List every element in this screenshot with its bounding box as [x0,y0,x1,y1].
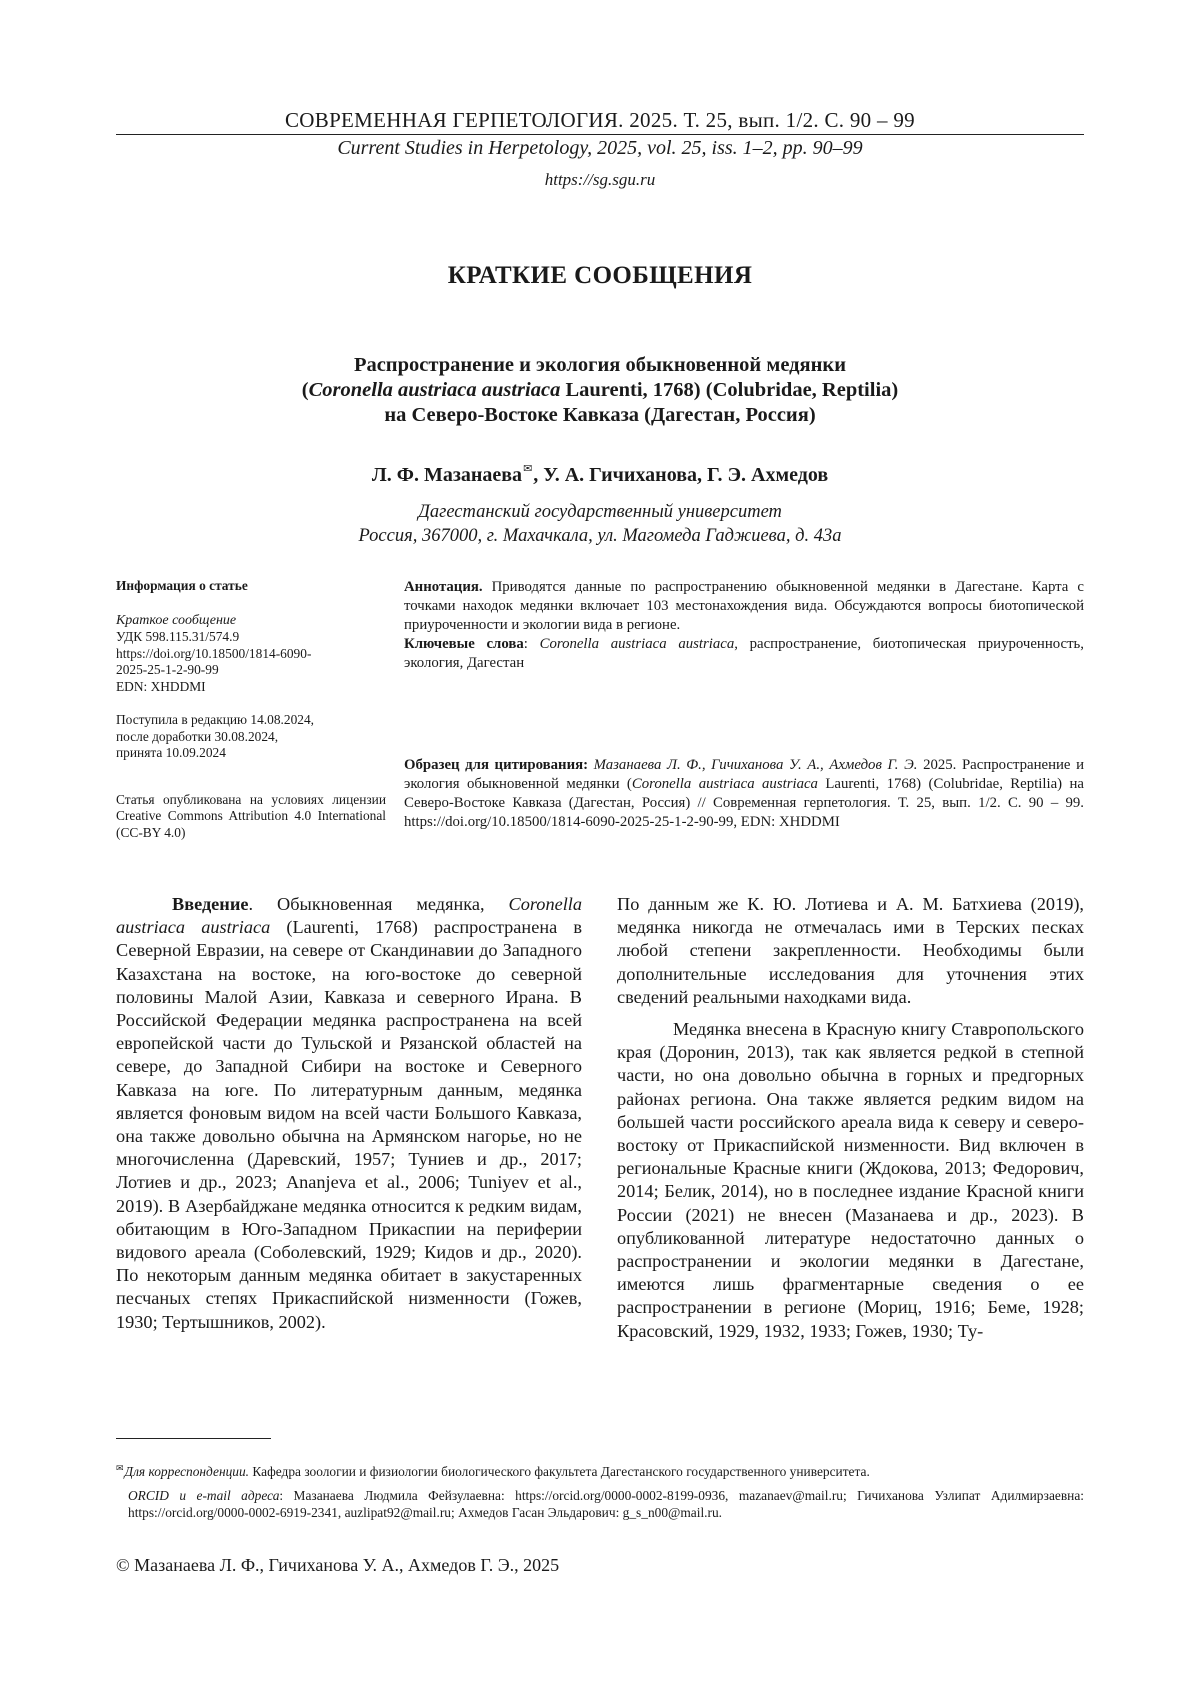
footnote-rule [116,1438,271,1439]
article-info-heading: Информация о статье [116,578,248,593]
footnote-orcid [128,1487,1084,1521]
footnote-correspondence [116,1460,1084,1480]
abstract [404,578,1084,635]
citation-part1: 2025. Распространение и экология обыкновенной медянки ( [404,757,1084,792]
journal-header-en [0,137,1200,160]
intro-text-b: (Laurenti, 1768) распространена в Северной Евразии, на севере от Скандинавии до Западного Казахстана на востоке, на юго-востоке до северной половины Малой Азии, Кавказа и северного Ирана. В Российской Федерации медянка распространена на всей европейской части до Тульской и Рязанской областей на севере, до Западной Сибири на востоке и Северного Кавказа на юге. По литературным данным, медянка является фоновым видом на всей части Большого Кавказа, она также довольно обычна на Армянском нагорье, но не многочисленна (Даревский, 1957; Туниев и др., 2017; Лотиев и др., 2023; Ananjeva et al., 2006; Tuniyev et al., 2019). В Азербайджане медянка относится к редким видам, обитающим в Юго-Западном Прикаспии на периферии видового ареала (Соболевский, 1929; Кидов и др., 2020). По некоторым данным медянка обитает в закустаренных песчаных степях Прикаспийской низменности (Гожев, 1930; Тертышников, 2002). [116,917,582,1332]
affiliation [0,500,1200,548]
keywords-label: Ключевые слова [404,636,524,652]
abstract-text: Приводятся данные по распространению обыкновенной медянки в Дагестане. Карта с точками находок медянки включает 103 местонахождения вида. Обсуждаются вопросы биотопической приуроченности и экологии вида в регионе. [404,579,1084,633]
article-doi-line2[interactable]: 2025-25-1-2-90-99 [116,662,219,677]
footnote-orcid-text: : Мазанаева Людмила Фейзулаевна: https://orcid.org/0000-0002-8199-0936, mazanaev@mail.ru; Гичиханова Узлипат Адилмирзаевна: https://orcid.org/0000-0002-6919-2341, auzlipat92@mail.ru; Ахмедов Гасан Эльдарович: g_s_n00@mail.ru. [128,1488,1084,1520]
footnote-mail-icon: ✉ [116,1463,124,1473]
citation-authors: Мазанаева Л. Ф., Гичиханова У. А., Ахмедов Г. Э. [588,757,918,773]
section-title: КРАТКИЕ СООБЩЕНИЯ [447,262,753,289]
mail-icon: ✉ [523,463,533,475]
citation-part2: Laurenti, 1768) (Colubridae, Reptilia) на Северо-Востоке Кавказа (Дагестан, Россия) // Современная герпетология. Т. 25, вып. 1/2. С. 90 – 99. https://doi.org/10.18500/1814-6090-2025-25-1-2-90-99, EDN: XHDDMI [404,776,1084,830]
article-received: Поступила в редакцию 14.08.2024, [116,712,315,727]
abstract-label: Аннотация. [404,579,483,595]
keywords-rest: , распространение, биотопическая приуроченность, экология, Дагестан [404,636,1084,671]
body-column-left [116,893,582,1334]
journal-en-details: , 2025, vol. 25, iss. 1–2, pp. 90–99 [587,137,863,159]
journal-url[interactable]: https://sg.sgu.ru [544,170,656,189]
article-revised: после доработки 30.08.2024, [116,728,279,744]
article-udk: УДК 598.115.31/574.9 [116,629,240,644]
citation-block [404,756,1084,832]
article-title-line2 [0,378,1200,403]
keywords-species: Coronella austriaca austriaca [539,636,735,652]
journal-en-name: Current Studies in Herpetology [337,137,588,159]
copyright: © Мазанаева Л. Ф., Гичиханова У. А., Ахмедов Г. Э., 2025 [116,1555,560,1575]
article-title-line3: на Северо-Востоке Кавказа (Дагестан, Россия) [384,404,816,426]
article-title [0,353,1200,428]
title-paren: ( [301,379,309,401]
article-accepted: принята 10.09.2024 [116,745,226,760]
affiliation-address: Россия, 367000, г. Махачкала, ул. Магомеда Гаджиева, д. 43а [358,526,842,546]
intro-paragraph [116,893,582,1334]
author-first: Л. Ф. Мазанаева [371,464,523,486]
footnote-corr-label: Для корреспонденции. [124,1464,250,1479]
article-edn: EDN: XHDDMI [116,678,206,694]
abstract-block [404,578,1084,673]
keywords-sep: : [523,636,540,652]
journal-header-ru: СОВРЕМЕННАЯ ГЕРПЕТОЛОГИЯ. 2025. Т. 25, вып. 1/2. С. 90 – 99 [284,108,915,132]
authors-rest: , У. А. Гичиханова, Г. Э. Ахмедов [533,464,829,486]
article-type: Краткое сообщение [116,612,237,628]
article-title-line1: Распространение и экология обыкновенной медянки [353,354,847,376]
intro-label: Введение [172,894,249,914]
citation-label: Образец для цитирования: [404,757,589,773]
body-column-right [617,893,1084,1343]
right-paragraph-1: По данным же К. Ю. Лотиева и А. М. Батхиева (2019), медянка никогда не отмечалась ими в Терских песках любой степени закрепленности. Необходимы были дополнительные исследования для уточнения этих сведений реальными находками вида. [617,894,1084,1007]
intro-species: Coronella austriaca austriaca [116,894,582,938]
citation-species: Coronella austriaca austriaca [631,776,818,792]
footnote-corr-text: Кафедра зоологии и физиологии биологического факультета Дагестанского государственного университета. [249,1464,870,1479]
title-line2-rest: Laurenti, 1768) (Colubridae, Reptilia) [560,379,899,401]
article-license: Статья опубликована на условиях лицензии Creative Commons Attribution 4.0 International (CC-BY 4.0) [116,791,386,840]
footnote-orcid-label: ORCID и e-mail адреса [128,1488,280,1503]
authors [0,462,1200,487]
intro-text-a: . Обыкновенная медянка, [248,894,509,914]
article-info [116,578,386,841]
title-species: Coronella austriaca austriaca [308,379,561,401]
article-doi-line1[interactable]: https://doi.org/10.18500/1814-6090- [116,645,312,661]
affiliation-university: Дагестанский государственный университет [418,502,782,522]
right-paragraph-2: Медянка внесена в Красную книгу Ставропольского края (Доронин, 2013), так как является редкой в степной части, но она довольно обычна в горных и предгорных районах региона. Она также является редким видом на большей части российского ареала вида к северу и северо-востоку от Прикаспийской низменности. Вид включен в региональные Красные книги (Ждокова, 2013; Федорович, 2014; Белик, 2014), но в последнее издание Красной книги России (2021) не внесен (Мазанаева и др., 2023). В опубликованной литературе недостаточно данных о распространении и экологии медянки в Дагестане, имеются лишь фрагментарные сведения о ее распространении в регионе (Мориц, 1916; Беме, 1928; Красовский, 1929, 1932, 1933; Гожев, 1930; Ту- [617,1019,1084,1341]
keywords [404,635,1084,673]
header-rule [116,134,1084,135]
